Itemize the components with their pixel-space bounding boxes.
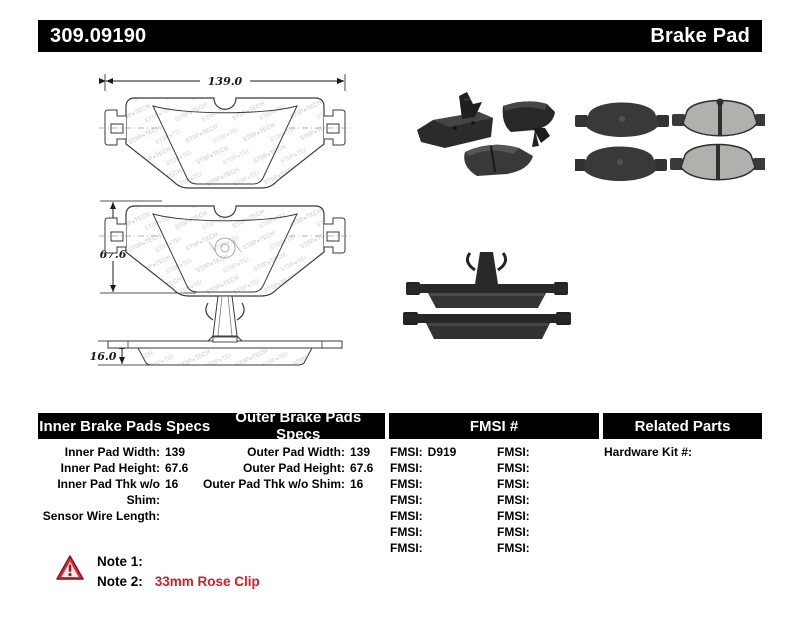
inner-specs-title: Inner Brake Pads Specs bbox=[39, 417, 211, 435]
related-parts-header-bar bbox=[603, 413, 762, 439]
related-parts-title: Related Parts bbox=[634, 417, 731, 435]
width-dim-label: 139.0 bbox=[207, 75, 243, 88]
title-bar bbox=[38, 20, 762, 52]
spec-row: Inner Pad Thk w/o Shim: 16 bbox=[57, 477, 179, 507]
spec-row: Outer Pad Width: 139 bbox=[247, 445, 371, 459]
outer-specs-column bbox=[203, 444, 385, 492]
dimension-width bbox=[105, 73, 345, 91]
sensor-clip-drawing bbox=[206, 296, 244, 341]
note-lines bbox=[97, 552, 260, 592]
note-2-label: Note 2: bbox=[97, 574, 143, 589]
height-dim-label: 67.6 bbox=[99, 248, 127, 261]
spec-tables bbox=[38, 409, 762, 555]
spec-row: Inner Pad Height: 67.6 bbox=[60, 461, 189, 475]
specs-header-bar bbox=[38, 409, 385, 443]
fmsi-row: FMSI: bbox=[390, 509, 423, 523]
pad-front-view-2 bbox=[99, 206, 351, 296]
technical-drawing bbox=[60, 64, 400, 386]
fmsi-column-1 bbox=[390, 444, 490, 556]
photo-loose-pads bbox=[415, 90, 570, 190]
notes-section bbox=[38, 551, 458, 601]
note-2-value: 33mm Rose Clip bbox=[154, 574, 260, 589]
photo-pad-set bbox=[575, 95, 765, 190]
photo-side-views bbox=[400, 250, 575, 355]
spec-row: Inner Pad Width: 139 bbox=[64, 445, 186, 459]
fmsi-row: FMSI: bbox=[390, 541, 423, 555]
fmsi-row: FMSI: bbox=[497, 493, 530, 507]
spec-row: Sensor Wire Length: bbox=[42, 509, 160, 523]
related-parts-column bbox=[604, 444, 762, 460]
thickness-dim-label: 16.0 bbox=[89, 350, 117, 363]
note-1-label: Note 1: bbox=[97, 554, 143, 569]
pad-side-view bbox=[108, 337, 342, 365]
fmsi-row: FMSI: bbox=[390, 525, 423, 539]
fmsi-row: FMSI: bbox=[497, 445, 530, 459]
inner-specs-column bbox=[38, 444, 210, 524]
pad-front-view-1 bbox=[99, 98, 351, 188]
fmsi-column-2 bbox=[497, 444, 597, 556]
spec-row: Outer Pad Thk w/o Shim: 16 bbox=[203, 477, 364, 491]
product-type-title: Brake Pad bbox=[650, 24, 750, 47]
fmsi-row: FMSI: bbox=[390, 477, 423, 491]
fmsi-row: FMSI: D919 bbox=[390, 445, 457, 459]
fmsi-header-bar bbox=[389, 413, 599, 439]
fmsi-row: FMSI: bbox=[497, 541, 530, 555]
fmsi-row: FMSI: bbox=[390, 461, 423, 475]
fmsi-row: FMSI: bbox=[497, 509, 530, 523]
fmsi-row: FMSI: bbox=[497, 525, 530, 539]
warning-icon bbox=[56, 555, 84, 582]
note-2 bbox=[97, 572, 260, 592]
fmsi-title: FMSI # bbox=[469, 417, 519, 435]
fmsi-row: FMSI: bbox=[497, 461, 530, 475]
fmsi-row: FMSI: bbox=[497, 477, 530, 491]
spec-row: Outer Pad Height: 67.6 bbox=[242, 461, 374, 475]
note-1 bbox=[97, 552, 260, 572]
part-number: 309.09190 bbox=[50, 24, 147, 47]
outer-specs-title: Outer Brake Pads Specs bbox=[235, 409, 362, 443]
related-row: Hardware Kit #: bbox=[604, 445, 693, 459]
fmsi-row: FMSI: bbox=[390, 493, 423, 507]
